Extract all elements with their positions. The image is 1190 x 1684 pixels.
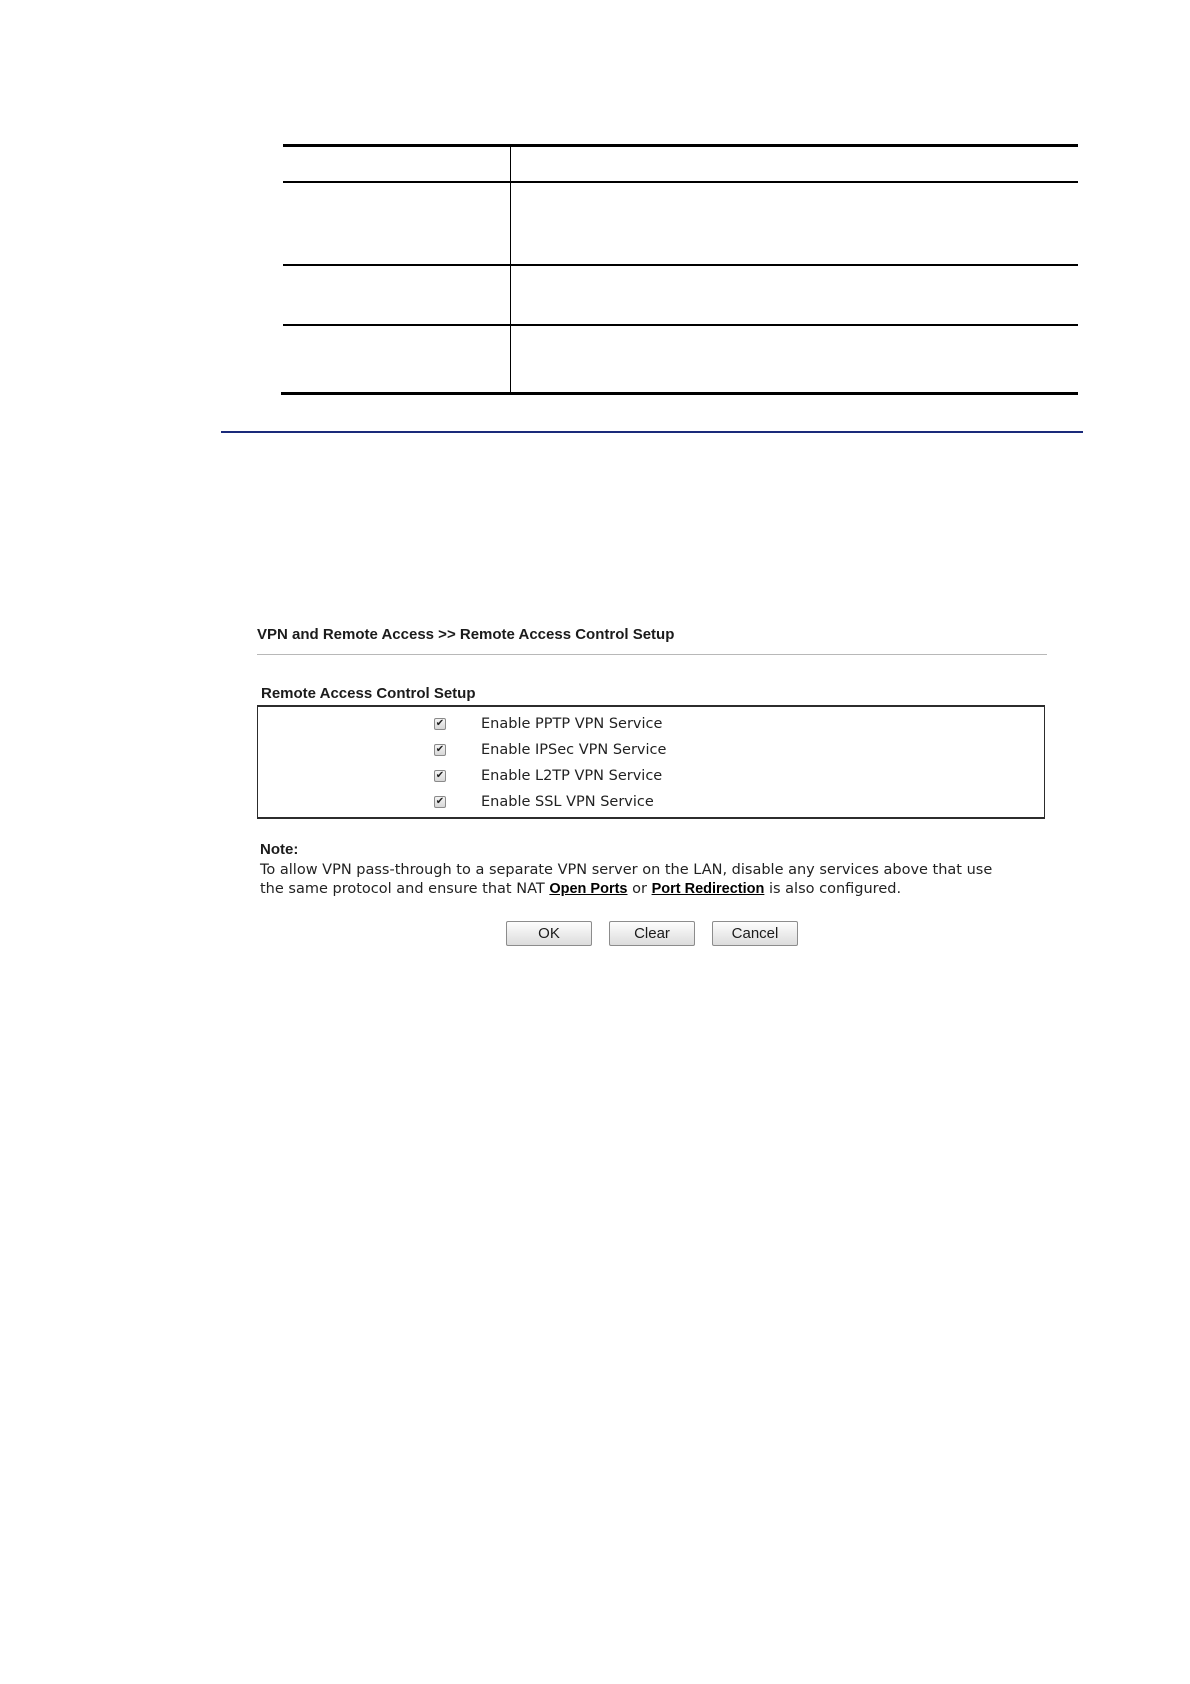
service-row-ipsec <box>258 737 1044 763</box>
section-title: Remote Access Control Setup <box>261 685 476 702</box>
remote-access-control-panel <box>257 626 1047 946</box>
table-row-rule <box>283 324 1078 326</box>
port-redirection-link[interactable]: Port Redirection <box>651 881 765 897</box>
table-row-rule <box>283 264 1078 266</box>
action-buttons <box>506 921 1047 946</box>
document-table <box>283 144 1078 395</box>
ssl-label: Enable SSL VPN Service <box>481 794 654 810</box>
pptp-label: Enable PPTP VPN Service <box>481 716 663 732</box>
note-line1: To allow VPN pass-through to a separate VPN server on the LAN, disable any services above that use <box>260 862 993 878</box>
pptp-checkbox[interactable] <box>434 718 446 730</box>
table-row-rule <box>283 181 1078 183</box>
open-ports-link[interactable]: Open Ports <box>549 881 628 897</box>
cancel-button[interactable]: Cancel <box>712 921 798 946</box>
ok-button[interactable]: OK <box>506 921 592 946</box>
check-mark-icon: ✔ <box>435 718 445 729</box>
breadcrumb-divider <box>257 654 1047 655</box>
table-bottom-rule <box>281 392 1078 395</box>
check-mark-icon: ✔ <box>435 744 445 755</box>
table-top-rule <box>283 144 1078 147</box>
check-mark-icon: ✔ <box>435 796 445 807</box>
ipsec-checkbox[interactable] <box>434 744 446 756</box>
service-row-ssl <box>258 789 1044 815</box>
breadcrumb: VPN and Remote Access >> Remote Access Control Setup <box>257 626 675 643</box>
clear-button[interactable]: Clear <box>609 921 695 946</box>
l2tp-label: Enable L2TP VPN Service <box>481 768 663 784</box>
note-mid: or <box>627 881 652 897</box>
service-row-pptp <box>258 711 1044 737</box>
check-mark-icon: ✔ <box>435 770 445 781</box>
table-column-divider <box>510 144 511 393</box>
l2tp-checkbox[interactable] <box>434 770 446 782</box>
ipsec-label: Enable IPSec VPN Service <box>481 742 667 758</box>
services-box <box>257 705 1045 819</box>
note-title: Note: <box>260 841 299 858</box>
note-line2-post: is also configured. <box>764 881 902 897</box>
note-text <box>260 861 1050 899</box>
note-line2-pre: the same protocol and ensure that NAT <box>260 881 550 897</box>
ssl-checkbox[interactable] <box>434 796 446 808</box>
service-row-l2tp <box>258 763 1044 789</box>
section-divider <box>221 431 1083 433</box>
